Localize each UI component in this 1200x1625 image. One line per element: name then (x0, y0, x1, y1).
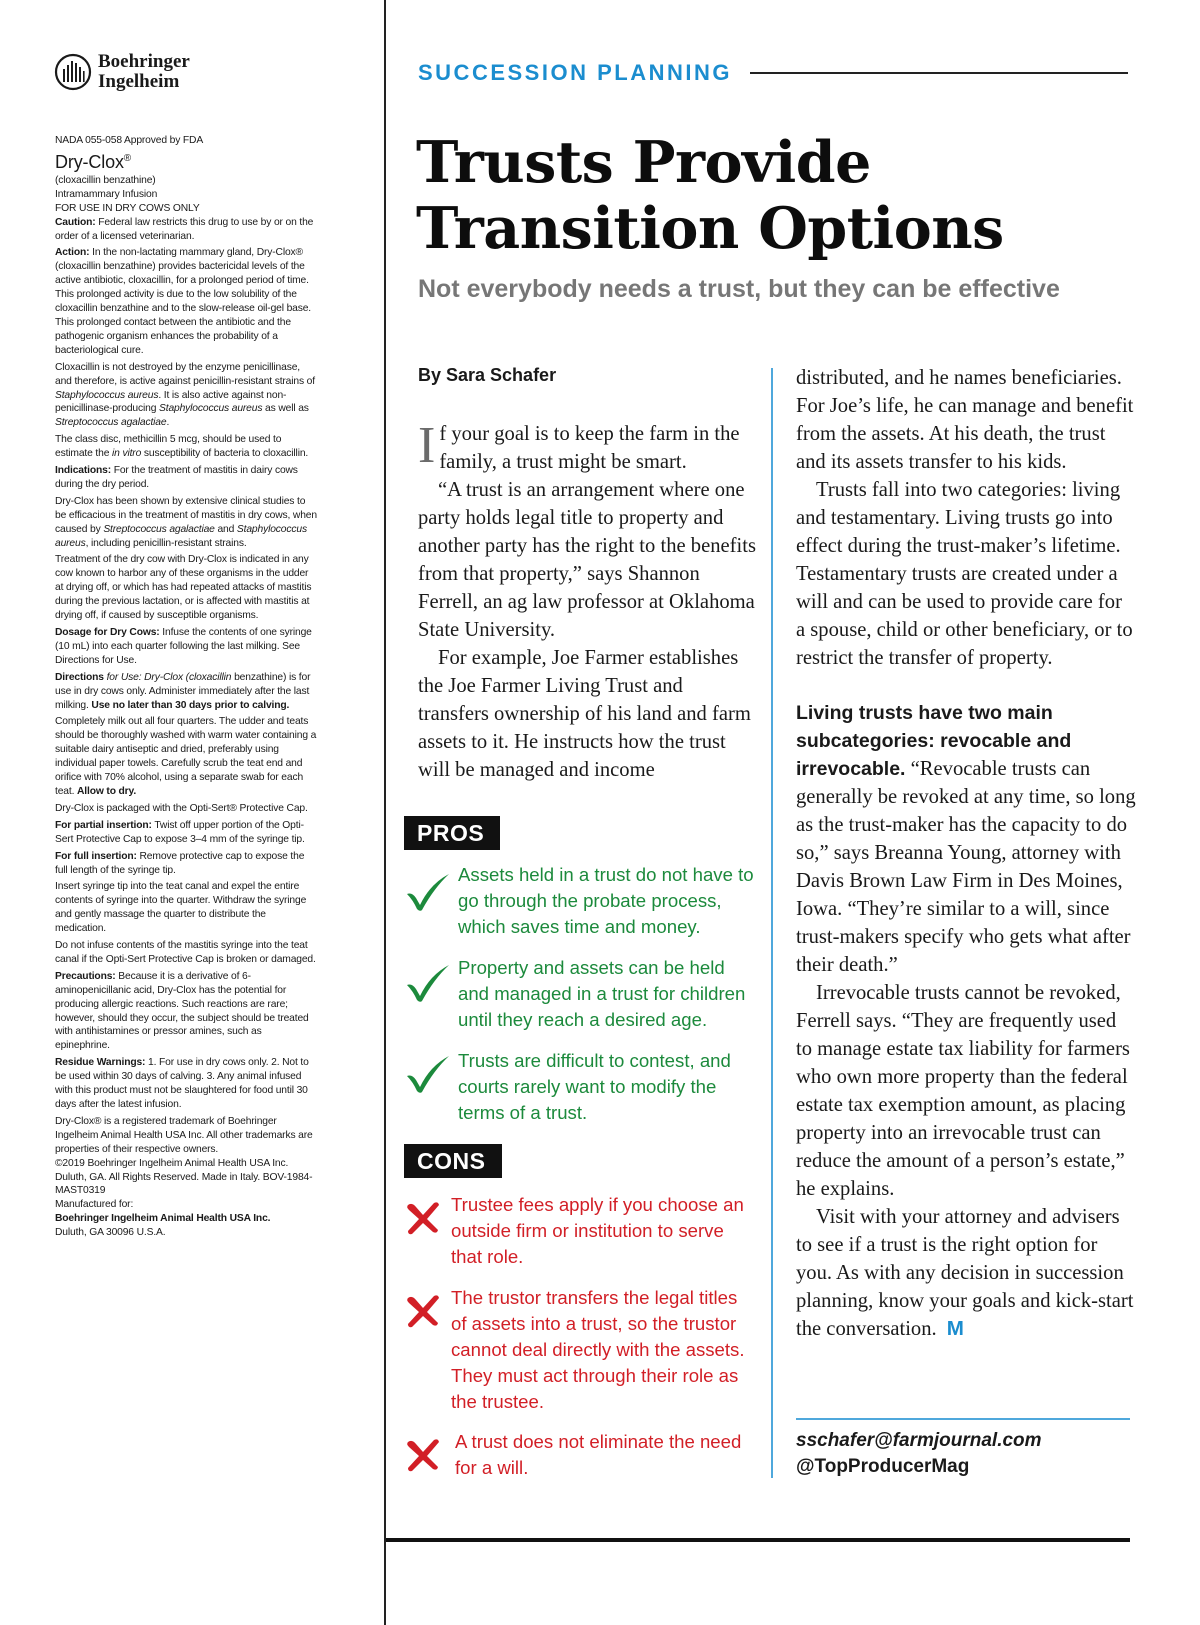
con-item: The trustor transfers the legal titles of assets into a trust, so the trustor cannot deal directly with the assets. They must act through their role as the trustee. (404, 1285, 764, 1415)
title-line1: Trusts Provide (416, 129, 871, 196)
con-item: Trustee fees apply if you choose an outside firm or institution to serve that role. (404, 1192, 764, 1270)
paragraph-6: Living trusts have two main subcategories: revocable and irrevocable. “Revocable trusts can generally be revoked at any time, so long as the trust-maker has the capacity to do so,” says Breanna Young, attorney with Davis Brown Law Firm in Des Moines, Iowa. “They’re similar to a will, since trust-makers specify who gets what after their death.” (796, 702, 1136, 976)
approval-line: NADA 055-058 Approved by FDA (55, 135, 204, 146)
signature-rule (796, 1418, 1130, 1420)
logo-line1: Boehringer (98, 51, 190, 72)
section-kicker: SUCCESSION PLANNING (418, 60, 732, 85)
checkmark-icon (404, 1054, 452, 1094)
residue-para: Residue Warnings: 1. For use in dry cows only. 2. Not to be used within 30 days of calving. 3. Any animal infused with this product must not be slaughtered for food until 30 days after the latest infusion. (55, 1057, 309, 1110)
end-mark: M (946, 1317, 964, 1340)
manufacturer-address: Duluth, GA 30096 U.S.A. (55, 1227, 166, 1239)
indications-para: Indications: For the treatment of mastitis in dairy cows during the dry period. (55, 465, 298, 490)
manufacturer-name: Boehringer Ingelheim Animal Health USA Inc. (55, 1213, 271, 1225)
cons-label: CONS (404, 1144, 502, 1178)
milking-para: Completely milk out all four quarters. The udder and teats should be thoroughly washed with warm water containing a suitable dairy antiseptic and dried, preferably using individual paper towels. Carefully scrub the teat end and orifice with 70% alcohol, using a separate swab for each teat. Allow to dry. (55, 716, 317, 797)
section-header (418, 58, 1128, 88)
boehringer-logo (54, 52, 190, 92)
partial-insertion-para: For partial insertion: Twist off upper portion of the Opti-Sert Protective Cap to expose 3–4 mm of the syringe tip. (55, 819, 305, 845)
package-para: Dry-Clox is packaged with the Opti-Sert® Protective Cap. (55, 802, 308, 814)
copyright-para: ©2019 Boehringer Ingelheim Animal Health USA Inc. Duluth, GA. All Rights Reserved. Made in Italy. BOV-1984-MAST0319 (55, 1157, 313, 1197)
article-column-1 (418, 417, 758, 784)
x-mark-icon (404, 1293, 442, 1329)
article-column-2 (796, 364, 1136, 1343)
action-para: Action: In the non-lactating mammary gland, Dry-Clox® (cloxacillin benzathine) provides bactericidal levels of the active antibiotic, cloxacillin, for a prolonged period of time. This prolonged activity is due to the low solubility of the cloxacillin benzathine and to the slow-release oil-gel base. This prolonged contact between the antibiotic and the pathogenic organism enhances the probability of a bacteriological cure. (55, 247, 312, 356)
pros-label: PROS (404, 816, 500, 850)
logo-line2: Ingelheim (98, 71, 180, 92)
x-mark-icon (404, 1437, 442, 1473)
precautions-para: Precautions: Because it is a derivative of 6-aminopenicillanic acid, Dry-Clox has the potential for producing allergic reactions. Such reactions are rare; however, should they occur, the subject should be treated with antihistamines or pressor amines, such as epinephrine. (55, 970, 309, 1052)
drop-cap: I (418, 417, 436, 474)
paragraph-lead-in: Living trusts have two main subcategories: revocable and irrevocable. (796, 702, 1072, 780)
column-divider (771, 368, 773, 1478)
bottom-rule (386, 1538, 1130, 1542)
boehringer-logo-icon (54, 52, 92, 92)
prescribing-info (55, 134, 317, 1243)
kicker-rule (750, 72, 1128, 74)
pro-item: Property and assets can be held and managed in a trust for children until they reach a desired age. (404, 955, 764, 1033)
paragraph-8: Visit with your attorney and advisers to see if a trust is the right option for you. As with any decision in succession planning, know your goals and kick-start the conversation. M (796, 1206, 1134, 1340)
manufactured-for: Manufactured for: (55, 1199, 134, 1211)
author-handle[interactable]: @TopProducerMag (796, 1456, 970, 1477)
author-email[interactable]: sschafer@farmjournal.com (796, 1430, 1042, 1451)
drug-name: Dry-Clox® (55, 151, 132, 172)
con-item: A trust does not eliminate the need for a will. (404, 1429, 764, 1481)
paragraph-4: distributed, and he names beneficiaries. For Joe’s life, he can manage and benefit from the assets. At his death, the trust and its assets transfer to his kids. (796, 367, 1134, 473)
title-line2: Transition Options (416, 195, 1004, 262)
trademark-para: Dry-Clox® is a registered trademark of Boehringer Ingelheim Animal Health USA Inc. All other trademarks are properties of their respective owners. (55, 1115, 313, 1155)
paragraph-7: Irrevocable trusts cannot be revoked, Ferrell says. “They are frequently used to manage estate tax liability for farmers who own more property than the federal estate tax exemption amount, as placing property into an irrevocable trust can reduce the amount of a person’s estate,” he explains. (796, 982, 1130, 1200)
checkmark-icon (404, 872, 452, 912)
directions-para: Directions for Use: Dry-Clox (cloxacillin benzathine) is for use in dry cows only. Administer immediately after the last milking. Use no later than 30 days prior to calving. (55, 671, 311, 711)
dosage-para: Dosage for Dry Cows: Infuse the contents of one syringe (10 mL) into each quarter following the last milking. See Directions for Use. (55, 627, 312, 666)
do-not-infuse-para: Do not infuse contents of the mastitis syringe into the teat canal if the Opti-Sert Protective Cap is broken or damaged. (55, 940, 316, 965)
full-insertion-para: For full insertion: Remove protective cap to expose the full length of the syringe tip. (55, 850, 305, 876)
checkmark-icon (404, 963, 452, 1003)
cloxacillin-para: Cloxacillin is not destroyed by the enzyme penicillinase, and therefore, is active against penicillin-resistant strains of Staphylococcus aureus. It is also active against non-penicillinase-producing Staphylococcus aureus as well as Streptococcus agalactiae. (55, 361, 315, 429)
insert-para: Insert syringe tip into the teat canal and expel the entire contents of syringe into the quarter. Withdraw the syringe and gently massage the quarter to distribute the medication. (55, 881, 307, 935)
caution-para: Caution: Federal law restricts this drug to use by or on the order of a licensed veterinarian. (55, 216, 314, 242)
paragraph-3: For example, Joe Farmer establishes the Joe Farmer Living Trust and transfers ownership of his land and farm assets to it. He instructs how the trust will be managed and income (418, 647, 751, 781)
route-line: Intramammary Infusion (55, 188, 158, 200)
generic-name: (cloxacillin benzathine) (55, 174, 156, 186)
drug-label-sidebar (0, 0, 386, 1625)
x-mark-icon (404, 1200, 442, 1236)
efficacy-para: Dry-Clox has been shown by extensive clinical studies to be efficacious in the treatment of mastitis in dry cows, when caused by Streptococcus agalactiae and Staphylococcus aureus, including penicillin-resistant strains. (55, 495, 317, 549)
class-disc-para: The class disc, methicillin 5 mcg, should be used to estimate the in vitro susceptibility of bacteria to cloxacillin. (55, 434, 309, 460)
use-line: FOR USE IN DRY COWS ONLY (55, 202, 200, 214)
paragraph-2: “A trust is an arrangement where one party holds legal title to property and another party has the right to the benefits from that property,” says Shannon Ferrell, an ag law professor at Oklahoma State University. (418, 479, 756, 641)
author-signature (796, 1428, 1042, 1480)
byline: By Sara Schafer (418, 365, 557, 385)
treatment-para: Treatment of the dry cow with Dry-Clox is indicated in any cow known to harbor any of these organisms in the udder at drying off, or which has had repeated attacks of mastitis during the previous lactation, or is affected with mastitis at drying off, if caused by susceptible organisms. (55, 554, 312, 622)
article-deck: Not everybody needs a trust, but they can be effective (418, 275, 1060, 303)
paragraph-5: Trusts fall into two categories: living and testamentary. Living trusts go into effect during the trust-maker’s lifetime. Testamentary trusts are created under a will and can be used to provide care for a spouse, child or other beneficiary, or to restrict the transfer of property. (796, 479, 1133, 669)
pro-item: Trusts are difficult to contest, and courts rarely want to modify the terms of a trust. (404, 1048, 764, 1126)
paragraph-1: If your goal is to keep the farm in the family, a trust might be smart. (418, 417, 740, 474)
pro-item: Assets held in a trust do not have to go through the probate process, which saves time and money. (404, 862, 764, 940)
article-title (416, 130, 1136, 262)
